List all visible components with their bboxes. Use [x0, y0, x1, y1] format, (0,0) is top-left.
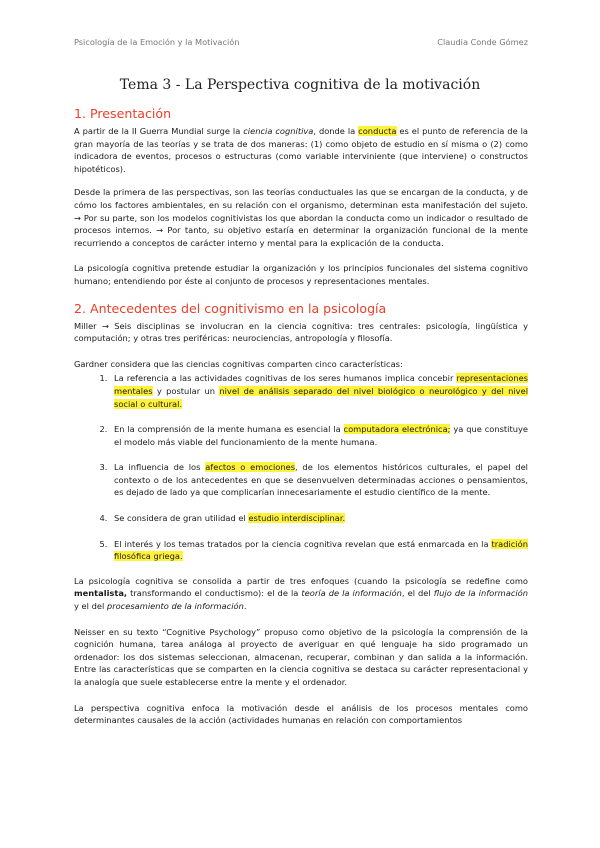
highlight: nivel de análisis separado del nivel biológico o neurológico y del nivel social o cultural. [114, 385, 528, 409]
paragraph: Miller → Seis disciplinas se involucran en la ciencia cognitiva: tres centrales: psicología, lingüística y computación; y otras tres periféricas: neurociencias, antropología y filosofía. [74, 320, 528, 344]
paragraph: La perspectiva cognitiva enfoca la motivación desde el análisis de los procesos mentales como determinantes causales de la acción (actividades humanas en relación con comportamientos [74, 702, 528, 726]
paragraph: La psicología cognitiva pretende estudiar la organización y los principios funcionales del sistema cognitivo humano; entendiendo por éste al conjunto de procesos y representaciones mentales. [74, 263, 528, 286]
list-item: 5. El interés y los temas tratados por la ciencia cognitiva revelan que está enmarcada en la tradición filosófica griega. [110, 538, 528, 563]
highlight: representaciones mentales [114, 373, 528, 396]
paragraph: Gardner considera que las ciencias cognitivas comparten cinco características: [74, 358, 403, 369]
section-heading-presentacion: 1. Presentación [74, 106, 172, 121]
list-item: 2. En la comprensión de la mente humana es esencial la computadora electrónica; ya que constituye el modelo más viable del funcionamiento de la mente humana. [110, 423, 528, 448]
paragraph: La psicología cognitiva se consolida a partir de tres enfoques (cuando la psicología se redefine como mentalista, transformando el conductismo): el de la teoría de la información, el del flujo de la información y el del procesamiento de la información. [74, 575, 529, 612]
page-header [74, 37, 528, 47]
paragraph: Neisser en su texto “Cognitive Psychology” propuso como objetivo de la psicología la comprensión de la cognición humana, tarea análoga al proyecto de averiguar en qué lenguaje ha sido programado un ordenador: los dos sistemas seleccionan, almacenan, recuperar, combinan y dan salida a la información. Entre las características que se comparten en la ciencia cognitiva se destaca su carácter representacional y la analogía que suele establecerse entre la mente y el ordenador. [74, 626, 528, 687]
highlight: afectos o emociones [205, 462, 296, 473]
paragraph: Desde la primera de las perspectivas, son las teorías conductuales las que se encargan de la conducta, y de cómo los factores ambientales, en su relación con el organismo, determinan esta manifestación del sujeto. → Por su parte, son los modelos cognitivistas los que abordan la conducta como un indicador o resultado de procesos internos. → Por tanto, su objetivo estaría en determinar la organización funcional de la mente recurriendo a conceptos de carácter interno y mental para la explicación de la conducta. [74, 187, 528, 248]
document-body [74, 106, 528, 740]
highlight: estudio interdisciplinar. [248, 513, 346, 524]
highlight: tradición filosófica griega. [114, 538, 528, 562]
paragraph: A partir de la II Guerra Mundial surge la ciencia cognitiva, donde la conducta es el punto de referencia de la gran mayoría de las teorías y se trata de dos maneras: (1) como objeto de estudio en sí misma o (2) como indicadora de eventos, procesos o estructuras (como variable interviniente (que interviene) o constructos hipotéticos). [74, 126, 528, 174]
highlight: computadora electrónica; [343, 424, 451, 435]
highlight: conducta [358, 126, 397, 136]
list-item: 3. La influencia de los afectos o emociones, de los elementos históricos culturales, el papel del contexto o de los antecedentes en que se desenvuelven determinadas acciones o pensamientos, es dejado de lado ya que complicarían innecesariamente el estudio científico de la mente. [110, 461, 528, 499]
list-item: 4. Se considera de gran utilidad el estudio interdisciplinar. [110, 512, 528, 525]
section-heading-antecedentes: 2. Antecedentes del cognitivismo en la psicología [74, 300, 387, 316]
document-title: Tema 3 - La Perspectiva cognitiva de la motivación [119, 77, 481, 93]
characteristics-list [74, 372, 528, 563]
list-item: 1. La referencia a las actividades cognitivas de los seres humanos implica concebir representaciones mentales y postular un nivel de análisis separado del nivel biológico o neurológico y del nivel social o cultural. [110, 372, 528, 410]
header-author: Claudia Conde Gómez [437, 37, 528, 47]
header-course: Psicología de la Emoción y la Motivación [74, 37, 240, 47]
